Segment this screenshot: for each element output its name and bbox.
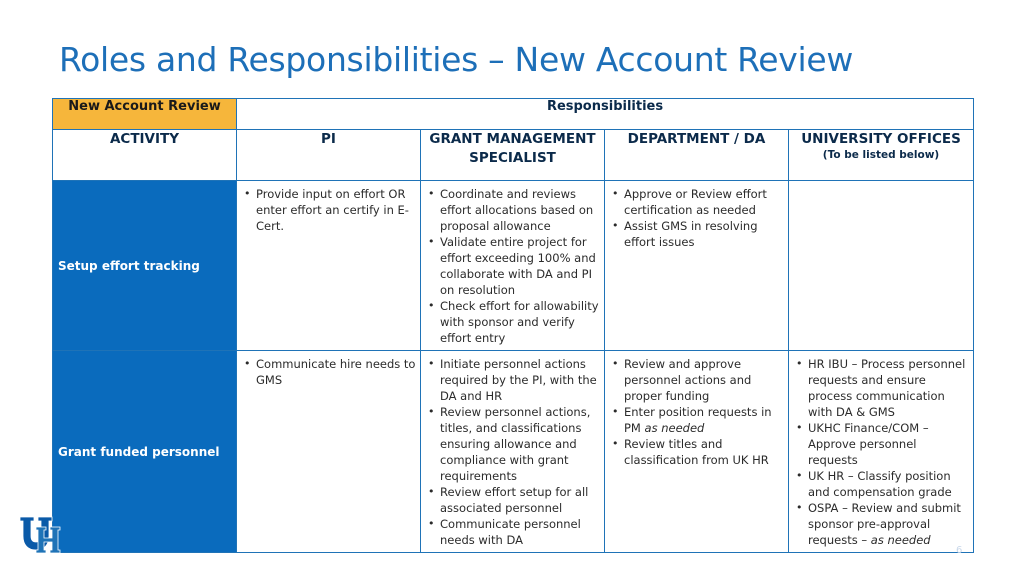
col-header-univ-sub: (To be listed below) [822, 149, 940, 161]
bullet-item: • UKHC Finance/COM – Approve personnel requests [793, 420, 969, 468]
pi-cell [237, 181, 421, 351]
univ-cell [789, 181, 974, 351]
activity-cell: Setup effort tracking [53, 181, 237, 351]
bullet-list [241, 356, 416, 388]
bullet-text: OSPA – Review and submit sponsor pre-approval requests – [808, 501, 961, 547]
bullet-item: • Communicate personnel needs with DA [425, 516, 600, 548]
uk-logo-icon [18, 515, 66, 555]
col-header-dept: DEPARTMENT / DA [605, 130, 789, 181]
bullet-list [425, 356, 600, 548]
bullet-list [241, 186, 416, 234]
col-header-univ-title: UNIVERSITY OFFICES [801, 131, 961, 147]
bullet-list [609, 186, 784, 250]
bullet-item: • Check effort for allowability with sponsor and verify effort entry [425, 298, 600, 346]
bullet-item: • Coordinate and reviews effort allocations based on proposal allowance [425, 186, 600, 234]
bullet-item: • Review titles and classification from UK HR [609, 436, 784, 468]
bullet-item: • Assist GMS in resolving effort issues [609, 218, 784, 250]
bullet-emphasis: as needed [870, 533, 931, 547]
bullet-list [793, 356, 969, 548]
bullet-item: • Review personnel actions, titles, and classifications ensuring allowance and compliance with grant requirements [425, 404, 600, 484]
bullet-list [425, 186, 600, 346]
gms-cell [421, 181, 605, 351]
activity-cell: Grant funded personnel [53, 351, 237, 553]
bullet-item: • UK HR – Classify position and compensation grade [793, 468, 969, 500]
col-header-gms [421, 130, 605, 181]
bullet-item: • Review effort setup for all associated personnel [425, 484, 600, 516]
col-header-gms-line2: SPECIALIST [469, 150, 556, 166]
bullet-text: Enter position requests in PM [624, 405, 772, 435]
bullet-item [793, 500, 969, 548]
col-header-univ [789, 130, 974, 181]
page-title: Roles and Responsibilities – New Account Review [59, 40, 854, 79]
bullet-item: • Approve or Review effort certification as needed [609, 186, 784, 218]
pi-cell [237, 351, 421, 553]
page-number: 6 [956, 545, 963, 556]
responsibilities-table [52, 98, 974, 553]
header-row-1 [53, 99, 974, 130]
corner-label: New Account Review [53, 99, 237, 130]
bullet-item: • Communicate hire needs to GMS [241, 356, 416, 388]
bullet-item: • Provide input on effort OR enter effort an certify in E-Cert. [241, 186, 416, 234]
col-header-gms-line1: GRANT MANAGEMENT [429, 131, 596, 147]
bullet-item [609, 404, 784, 436]
dept-cell [605, 351, 789, 553]
col-header-activity: ACTIVITY [53, 130, 237, 181]
table-row [53, 351, 974, 553]
bullet-item: • Review and approve personnel actions and proper funding [609, 356, 784, 404]
header-row-2 [53, 130, 974, 181]
responsibilities-header: Responsibilities [237, 99, 974, 130]
univ-cell [789, 351, 974, 553]
gms-cell [421, 351, 605, 553]
bullet-item: • Initiate personnel actions required by the PI, with the DA and HR [425, 356, 600, 404]
dept-cell [605, 181, 789, 351]
bullet-item: • HR IBU – Process personnel requests and ensure process communication with DA & GMS [793, 356, 969, 420]
bullet-list [609, 356, 784, 468]
bullet-emphasis: as needed [644, 421, 705, 435]
col-header-pi: PI [237, 130, 421, 181]
table-row [53, 181, 974, 351]
bullet-item: • Validate entire project for effort exceeding 100% and collaborate with DA and PI on resolution [425, 234, 600, 298]
